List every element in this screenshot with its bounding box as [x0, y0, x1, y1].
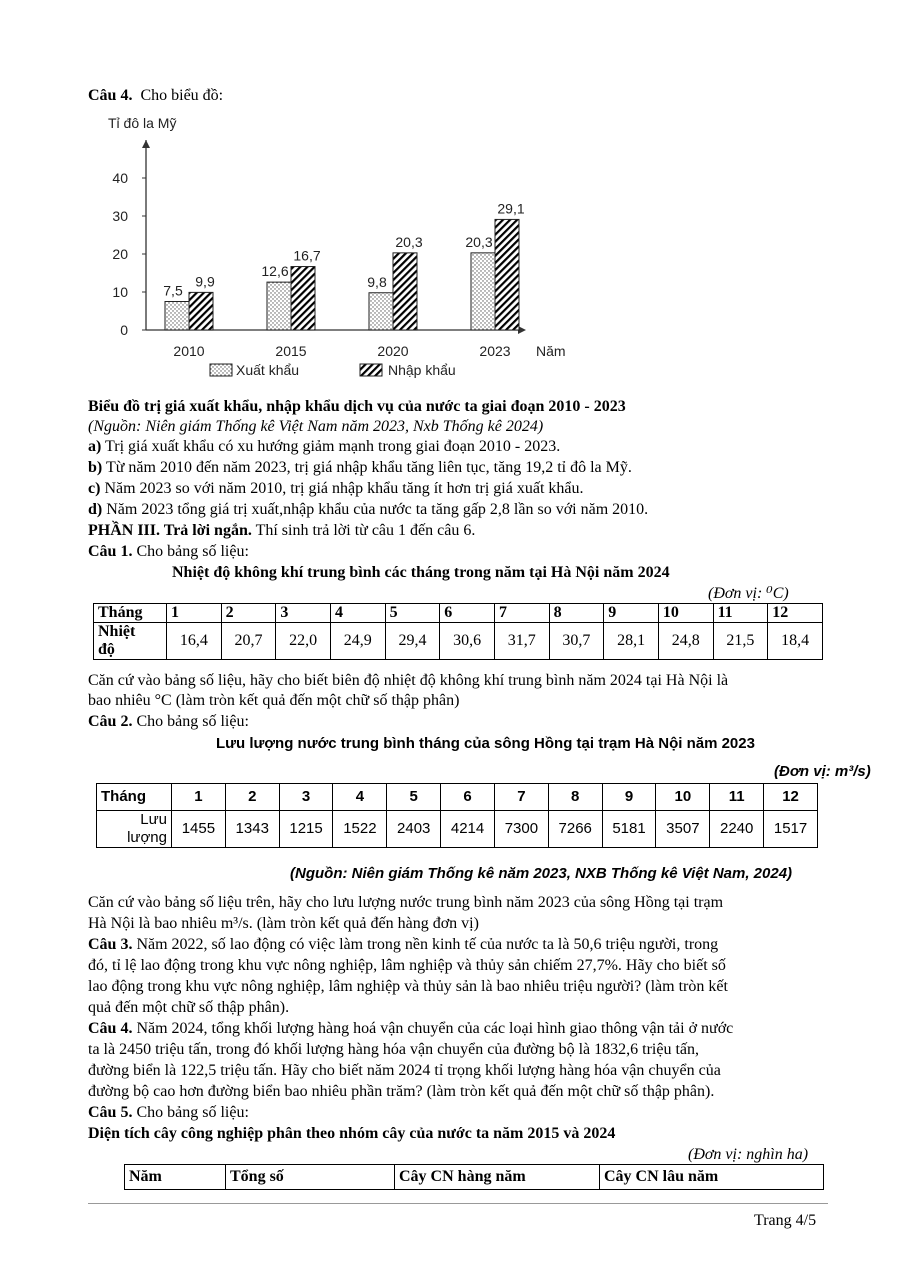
s5-title — [88, 1124, 615, 1144]
q4-header — [88, 86, 223, 106]
option-d — [88, 500, 648, 520]
month-cell: 9 — [604, 604, 659, 623]
data-label: 12,6 — [261, 263, 289, 280]
bar-import — [189, 292, 213, 330]
legend-swatch-export — [210, 364, 232, 376]
footer-divider — [88, 1203, 828, 1204]
option-text: Từ năm 2010 đến năm 2023, trị giá nhập khẩu tăng liên tục, tăng 19,2 tỉ đô la Mỹ. — [105, 459, 632, 476]
month-cell: 12 — [768, 604, 823, 623]
row-header-line: Nhiệt — [98, 623, 136, 640]
value-cell: 20,7 — [221, 623, 276, 660]
legend-swatch-import — [360, 364, 382, 376]
bar-import — [291, 267, 315, 330]
row-header-line: độ — [98, 641, 115, 658]
s5-label: Câu 5. — [88, 1104, 133, 1121]
data-label: 20,3 — [395, 233, 423, 250]
table-row — [97, 784, 818, 811]
y-tick-label: 30 — [112, 208, 128, 224]
s4-label: Câu 4. — [88, 1020, 133, 1037]
month-cell: 7 — [494, 784, 548, 811]
value-cell: 30,6 — [440, 623, 495, 660]
month-cell: 6 — [441, 784, 495, 811]
s2-label: Câu 2. — [88, 713, 133, 730]
bar-import — [393, 253, 417, 330]
y-tick-label: 40 — [112, 170, 128, 186]
s2-unit: (Đơn vị: m³/s) — [774, 763, 871, 780]
legend-label-export: Xuất khẩu — [236, 362, 300, 378]
table-row — [94, 623, 823, 660]
s4-line-3: đường biển là 122,5 triệu tấn. Hãy cho biết năm 2024 tỉ trọng khối lượng hàng hóa vận chuyển của — [88, 1062, 721, 1079]
s3-line-4: quả đến một chữ số thập phân). — [88, 999, 290, 1016]
row-header: Tháng — [97, 784, 172, 811]
s2-header — [88, 712, 249, 732]
s4-line-1 — [88, 1019, 733, 1039]
value-cell: 3507 — [656, 811, 710, 848]
row-header-line: Lưu — [140, 811, 167, 828]
value-cell: 29,4 — [385, 623, 440, 660]
s2-intro: Cho bảng số liệu: — [136, 713, 249, 730]
data-label: 7,5 — [163, 282, 183, 299]
legend-label-import: Nhập khẩu — [388, 362, 456, 378]
month-cell: 11 — [713, 604, 768, 623]
month-cell: 12 — [764, 784, 818, 811]
month-cell: 5 — [387, 784, 441, 811]
month-cell: 2 — [221, 604, 276, 623]
option-text: Trị giá xuất khẩu có xu hướng giảm mạnh trong giai đoạn 2010 - 2023. — [105, 438, 561, 455]
value-cell: 21,5 — [713, 623, 768, 660]
page-number: Trang 4/5 — [754, 1212, 817, 1229]
y-tick-label: 10 — [112, 284, 128, 300]
month-cell: 9 — [602, 784, 656, 811]
s4-line-4: đường bộ cao hơn đường biển bao nhiêu phần trăm? (làm tròn kết quả đến một chữ số thập phân). — [88, 1083, 715, 1100]
value-cell: 1522 — [333, 811, 387, 848]
x-axis-label: Năm — [536, 343, 566, 359]
s1-label: Câu 1. — [88, 543, 133, 560]
month-cell: 3 — [276, 604, 331, 623]
month-cell: 2 — [225, 784, 279, 811]
s1-unit: (Đơn vị: ⁰C) — [708, 585, 789, 602]
s4-text: Năm 2024, tổng khối lượng hàng hoá vận chuyển của các loại hình giao thông vận tải ở nước — [136, 1020, 734, 1037]
value-cell: 4214 — [441, 811, 495, 848]
value-cell: 31,7 — [494, 623, 549, 660]
row-header — [97, 811, 172, 848]
data-label: 29,1 — [497, 200, 525, 217]
q4-label: Câu 4. — [88, 87, 133, 104]
discharge-table — [96, 783, 818, 848]
s4-line-2: ta là 2450 triệu tấn, trong đó khối lượng hàng hóa vận chuyển của đường bộ là 1832,6 triệu tấn, — [88, 1041, 700, 1058]
temperature-table — [93, 603, 823, 660]
part3-title: PHẦN III. Trả lời ngắn. — [88, 522, 252, 539]
data-label: 20,3 — [465, 233, 493, 250]
month-cell: 4 — [330, 604, 385, 623]
value-cell: 18,4 — [768, 623, 823, 660]
chart-caption-text: Biểu đồ trị giá xuất khẩu, nhập khẩu dịch vụ của nước ta giai đoạn 2010 - 2023 — [88, 398, 626, 415]
option-c — [88, 479, 584, 499]
value-cell: 2240 — [710, 811, 764, 848]
month-cell: 7 — [494, 604, 549, 623]
s1-title — [172, 563, 670, 583]
data-label: 9,8 — [367, 273, 387, 290]
row-header: Tháng — [94, 604, 167, 623]
month-cell: 4 — [333, 784, 387, 811]
month-cell: 10 — [656, 784, 710, 811]
chart-caption — [88, 397, 626, 417]
s5-unit: (Đơn vị: nghìn ha) — [688, 1146, 809, 1163]
bar-export — [165, 302, 189, 331]
s3-line-1 — [88, 935, 718, 955]
s2-question-1: Căn cứ vào bảng số liệu trên, hãy cho lưu lượng nước trung bình năm 2023 của sông Hồng tại trạm — [88, 894, 724, 911]
month-cell: 8 — [548, 784, 602, 811]
s2-title: Lưu lượng nước trung bình tháng của sông Hồng tại trạm Hà Nội năm 2023 — [216, 735, 755, 752]
table-header-row — [125, 1165, 824, 1190]
option-key: c) — [88, 480, 101, 497]
s3-text: Năm 2022, số lao động có việc làm trong nền kinh tế của nước ta là 50,6 triệu người, trong — [136, 936, 719, 953]
value-cell: 7300 — [494, 811, 548, 848]
value-cell: 24,8 — [658, 623, 713, 660]
header-cell: Tổng số — [226, 1165, 395, 1190]
value-cell: 24,9 — [330, 623, 385, 660]
month-cell: 10 — [658, 604, 713, 623]
option-text: Năm 2023 so với năm 2010, trị giá nhập khẩu tăng ít hơn trị giá xuất khẩu. — [104, 480, 584, 497]
option-key: d) — [88, 501, 103, 518]
y-tick-label: 20 — [112, 246, 128, 262]
header-cell: Cây CN lâu năm — [600, 1165, 824, 1190]
s1-header — [88, 542, 249, 562]
value-cell: 1343 — [225, 811, 279, 848]
bar-export — [369, 293, 393, 330]
s2-question-2: Hà Nội là bao nhiêu m³/s. (làm tròn kết quả đến hàng đơn vị) — [88, 915, 479, 932]
s3-label: Câu 3. — [88, 936, 133, 953]
x-tick-label: 2015 — [275, 343, 307, 359]
x-tick-label: 2020 — [377, 343, 409, 359]
header-cell: Năm — [125, 1165, 226, 1190]
x-tick-label: 2023 — [479, 343, 511, 359]
value-cell: 1517 — [764, 811, 818, 848]
y-tick-label: 0 — [120, 322, 128, 338]
value-cell: 28,1 — [604, 623, 659, 660]
option-a — [88, 437, 560, 457]
s1-title-text: Nhiệt độ không khí trung bình các tháng trong năm tại Hà Nội năm 2024 — [172, 564, 670, 581]
month-cell: 1 — [167, 604, 222, 623]
bar-export — [267, 282, 291, 330]
option-b — [88, 458, 632, 478]
s1-intro: Cho bảng số liệu: — [136, 543, 249, 560]
header-cell: Cây CN hàng năm — [395, 1165, 600, 1190]
bar-import — [495, 219, 519, 330]
s1-question-2: bao nhiêu °C (làm tròn kết quả đến một chữ số thập phân) — [88, 692, 460, 709]
month-cell: 1 — [172, 784, 226, 811]
value-cell: 5181 — [602, 811, 656, 848]
month-cell: 3 — [279, 784, 333, 811]
bar-export — [471, 253, 495, 330]
option-key: a) — [88, 438, 102, 455]
s5-title-text: Diện tích cây công nghiệp phân theo nhóm cây của nước ta năm 2015 và 2024 — [88, 1125, 616, 1142]
x-tick-label: 2010 — [173, 343, 205, 359]
chart-source: (Nguồn: Niên giám Thống kê Việt Nam năm 2023, Nxb Thống kê 2024) — [88, 418, 544, 435]
part3-instructions: Thí sinh trả lời từ câu 1 đến câu 6. — [255, 522, 476, 539]
row-header-line: lượng — [127, 829, 167, 846]
industrial-crop-table — [124, 1164, 824, 1190]
month-cell: 6 — [440, 604, 495, 623]
value-cell: 2403 — [387, 811, 441, 848]
data-label: 16,7 — [293, 247, 321, 264]
value-cell: 16,4 — [167, 623, 222, 660]
q4-intro: Cho biểu đồ: — [140, 87, 224, 104]
bar-chart — [88, 110, 568, 390]
month-cell: 11 — [710, 784, 764, 811]
row-header — [94, 623, 167, 660]
value-cell: 1455 — [172, 811, 226, 848]
table-row — [97, 811, 818, 848]
option-key: b) — [88, 459, 103, 476]
part3-heading — [88, 521, 475, 541]
value-cell: 1215 — [279, 811, 333, 848]
data-label: 9,9 — [195, 273, 215, 290]
s1-question-1: Căn cứ vào bảng số liệu, hãy cho biết biên độ nhiệt độ không khí trung bình năm 2024 tại Hà Nội là — [88, 672, 729, 689]
month-cell: 8 — [549, 604, 604, 623]
value-cell: 7266 — [548, 811, 602, 848]
s2-source: (Nguồn: Niên giám Thống kê năm 2023, NXB Thống kê Việt Nam, 2024) — [290, 865, 793, 882]
s5-intro: Cho bảng số liệu: — [136, 1104, 249, 1121]
s3-line-2: đó, tỉ lệ lao động trong khu vực nông nghiệp, lâm nghiệp và thủy sản chiếm 27,7%. Hãy cho biết số — [88, 957, 726, 974]
s3-line-3: lao động trong khu vực nông nghiệp, lâm nghiệp và thủy sản là bao nhiêu triệu người? (làm tròn kết — [88, 978, 728, 995]
y-axis-arrow — [142, 140, 150, 148]
s5-header — [88, 1103, 249, 1123]
y-axis-label: Tỉ đô la Mỹ — [108, 115, 177, 131]
value-cell: 22,0 — [276, 623, 331, 660]
table-row — [94, 604, 823, 623]
month-cell: 5 — [385, 604, 440, 623]
option-text: Năm 2023 tổng giá trị xuất,nhập khẩu của nước ta tăng gấp 2,8 lần so với năm 2010. — [106, 501, 649, 518]
value-cell: 30,7 — [549, 623, 604, 660]
